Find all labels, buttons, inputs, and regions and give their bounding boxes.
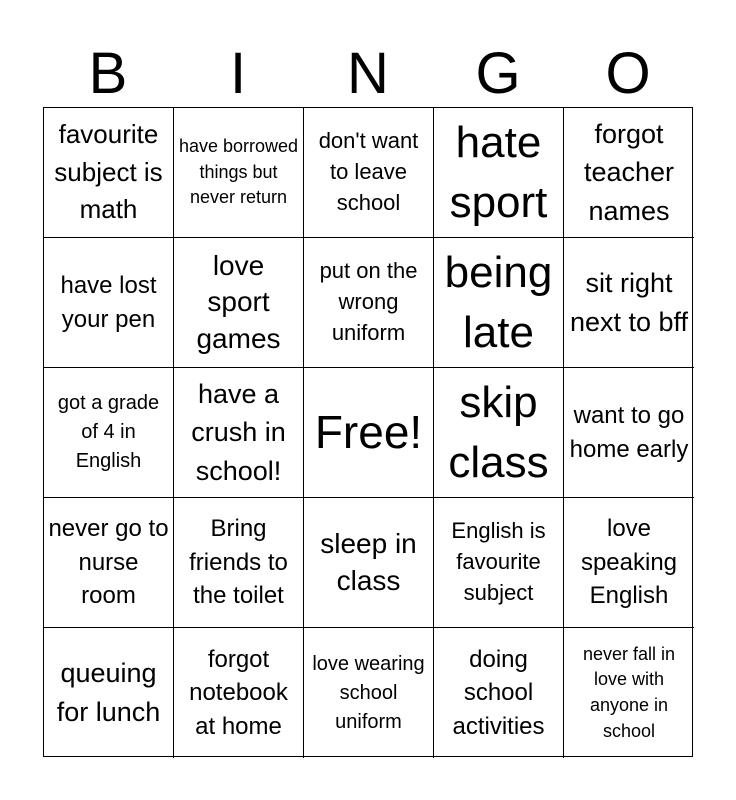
bingo-cell[interactable]: favourite subject is math (44, 108, 174, 238)
bingo-cell[interactable]: love sport games (174, 238, 304, 368)
bingo-cell[interactable]: sit right next to bff (564, 238, 694, 368)
bingo-cell[interactable]: love speaking English (564, 498, 694, 628)
bingo-cell[interactable]: put on the wrong uniform (304, 238, 434, 368)
bingo-cell[interactable]: Bring friends to the toilet (174, 498, 304, 628)
bingo-cell[interactable]: forgot notebook at home (174, 628, 304, 758)
free-space[interactable]: Free! (304, 368, 434, 498)
bingo-cell[interactable]: English is favourite subject (434, 498, 564, 628)
bingo-cell[interactable]: sleep in class (304, 498, 434, 628)
bingo-cell[interactable]: doing school activities (434, 628, 564, 758)
header-letter-g: G (475, 41, 521, 106)
bingo-header (43, 40, 693, 108)
bingo-board (43, 107, 693, 757)
bingo-cell[interactable]: have a crush in school! (174, 368, 304, 498)
bingo-cell[interactable]: never go to nurse room (44, 498, 174, 628)
bingo-cell[interactable]: forgot teacher names (564, 108, 694, 238)
bingo-cell[interactable]: hate sport (434, 108, 564, 238)
bingo-cell[interactable]: being late (434, 238, 564, 368)
bingo-cell[interactable]: love wearing school uniform (304, 628, 434, 758)
bingo-cell[interactable]: have borrowed things but never return (174, 108, 304, 238)
bingo-cell[interactable]: never fall in love with anyone in school (582, 643, 676, 741)
bingo-cell[interactable]: got a grade of 4 in English (44, 368, 174, 498)
header-letter-i: I (229, 41, 247, 106)
bingo-cell[interactable]: don't want to leave school (304, 108, 434, 238)
header-letter-n: N (347, 41, 389, 106)
bingo-cell[interactable]: skip class (434, 368, 564, 498)
header-letter-b: B (88, 41, 128, 106)
bingo-cell[interactable]: have lost your pen (44, 238, 174, 368)
bingo-cell[interactable]: want to go home early (564, 368, 694, 498)
header-letter-o: O (605, 41, 651, 106)
bingo-cell[interactable]: queuing for lunch (44, 628, 174, 758)
